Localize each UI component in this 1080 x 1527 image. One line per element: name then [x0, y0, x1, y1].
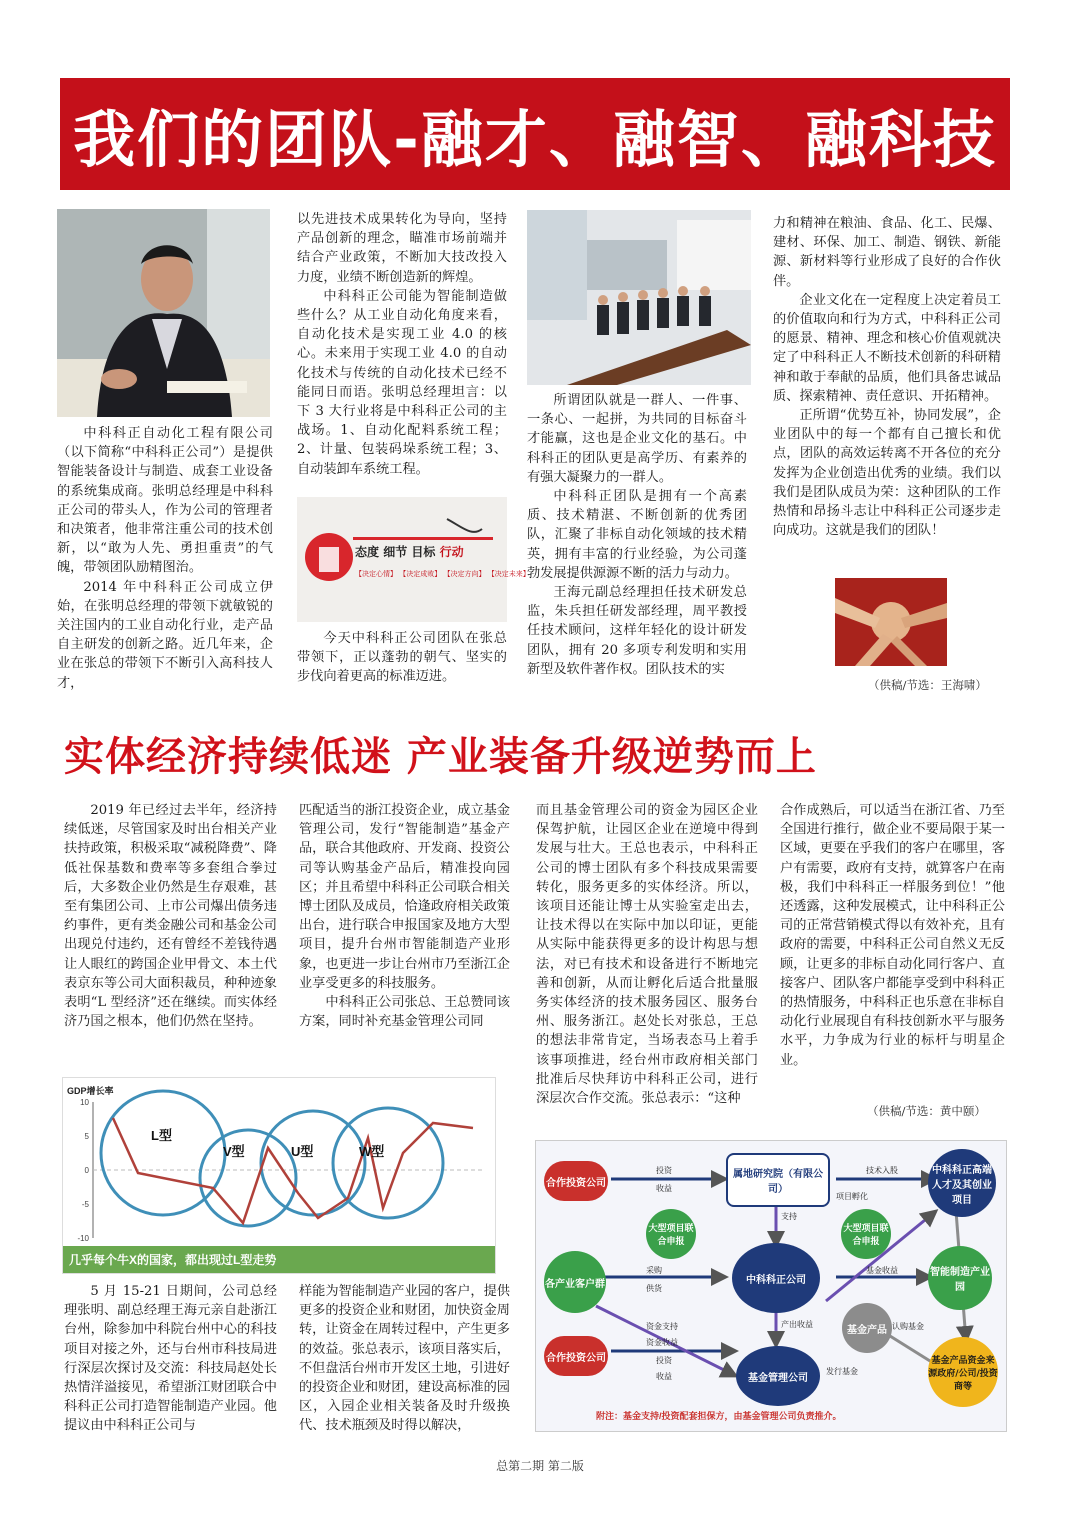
- flow-label: 技术入股: [866, 1166, 898, 1175]
- section1-col3: [527, 391, 747, 679]
- manager-photo: [57, 209, 270, 417]
- paragraph: 5 月 15-21 日期间，公司总经理张明、副总经理王海元亲自赴浙江台州，除参加中科院台州中心的科技项目对接之外，还与台州市科技局进行深层次探讨及交流：科技局赵处长热情洋溢接见，希望浙江财团联合中科科正公司打造智能制造产业园。他提议由中科科正公司与: [64, 1284, 277, 1434]
- gdp-shape-label: U型: [291, 1144, 314, 1159]
- gdp-caption: 几乎每个牛X的国家，都出现过L型走势: [69, 1253, 277, 1267]
- flow-label: 收益: [656, 1372, 672, 1381]
- flow-label: 基金收益: [866, 1266, 898, 1275]
- section2-col6: [299, 1282, 510, 1436]
- gdp-ylabel: GDP增长率: [67, 1086, 114, 1096]
- flow-node-investors: 基金产品资金来源政府/公司/投资商等: [928, 1337, 998, 1407]
- section2-col1: [64, 801, 277, 1031]
- gdp-tick-label: 5: [84, 1132, 89, 1141]
- paragraph: 正所谓“优势互补，协同发展”，企业团队中的每一个都有自己擅长和优点，团队的高效运转离不开各位的充分发挥为企业创造出优秀的业绩。我们以我们是团队成员为荣：这种团队的工作热情和昂扬斗志让中科科正公司逐步走向成功。这就是我们的团队！: [773, 408, 1001, 539]
- section1-col2: [297, 210, 507, 479]
- gdp-tick-label: 10: [80, 1098, 89, 1107]
- paragraph: 所谓团队就是一群人、一件事、一条心、一起拼，为共同的目标奋斗才能赢，这也是企业文化的基石。中科科正的团队更是高学历、有素养的有强大凝聚力的一群人。: [527, 393, 747, 485]
- flow-node-customers: 各产业客户群: [544, 1251, 606, 1313]
- culture-wall-photo: [297, 497, 530, 622]
- sign-word: 细节: [383, 545, 408, 559]
- page-footer: 总第二期 第二版: [496, 1459, 584, 1473]
- flow-label: 认购基金: [892, 1322, 924, 1331]
- flow-node-big-project-right: 大型项目联合申报: [841, 1209, 891, 1259]
- flow-node-park: 智能制造产业园: [928, 1246, 992, 1310]
- gdp-tick-label: 0: [84, 1166, 89, 1175]
- paragraph: 以先进技术成果转化为导向，坚持产品创新的理念，瞄准市场前端并结合产业政策，不断加大技改投入力度，业绩不断创造新的辉煌。: [297, 212, 507, 285]
- section2-col4: [780, 801, 1005, 1070]
- paragraph: 今天中科科正公司团队在张总带领下，正以蓬勃的朝气、坚实的步伐向着更高的标准迈进。: [297, 631, 507, 685]
- section2-col3: [536, 801, 758, 1108]
- gdp-svg: [63, 1078, 495, 1273]
- sign-tag: 【决定成败】: [399, 570, 442, 578]
- flow-label: 资金支持: [646, 1322, 678, 1331]
- sign-word: 行动: [439, 545, 464, 559]
- flow-note: 附注：基金支持/投资配套担保方，由基金管理公司负责推介。: [596, 1411, 842, 1421]
- section1-col2b: [297, 629, 507, 687]
- gdp-shape-label: V型: [223, 1144, 245, 1159]
- gdp-tick-label: -5: [81, 1200, 89, 1209]
- hands-photo: [835, 578, 947, 666]
- flow-label: 项目孵化: [836, 1192, 868, 1201]
- meeting-photo: [527, 210, 751, 385]
- flow-node-institute: 属地研究院（有限公司）: [726, 1153, 830, 1207]
- paragraph: 力和精神在粮油、食品、化工、民爆、建材、环保、加工、制造、钢铁、新能源、新材料等行业形成了良好的合作伙伴。: [773, 216, 1001, 289]
- section2-headline: 实体经济持续低迷 产业装备升级逆势而上: [64, 734, 817, 780]
- title-banner: [60, 78, 1010, 190]
- paragraph: 中科科正自动化工程有限公司（以下简称“中科科正公司”）是提供智能装备设计与制造、成套工业设备的系统集成商。张明总经理是中科科正公司的带头人，作为公司的管理者和决策者，他非常注重公司的技术创新，以“敢为人先、勇担重责”的气魄，带领团队励精图治。: [57, 426, 273, 576]
- flow-node-partner-bottom: 合作投资公司: [544, 1336, 608, 1376]
- section2-credit: （供稿/节选：黄中颐）: [867, 1104, 986, 1118]
- paragraph: 企业文化在一定程度上决定着员工的价值取向和行为方式，中科科正公司的愿景、精神、理念和核心价值观就决定了中科科正人不断技术创新的科研精神和敢于奉献的品质，他们具备忠诚品质、探索精神、责任意识、开拓精神。: [773, 292, 1001, 404]
- paragraph: 2019 年已经过去半年，经济持续低迷，尽管国家及时出台相关产业扶持政策，积极采取“减税降费”、降低社保基数和费率等多套组合拳过后，大多数企业仍然是生存艰难，甚至有集团公司、上市公司爆出债务违约事件，更有类金融公司和基金公司出现兑付违约，还有曾经不差钱待遇让人眼红的跨国企业甲骨文、本土代表京东等公司大面积裁员，种种迹象表明“L 型经济”还在继续。而实体经济乃国之根本，他们仍然在坚持。: [64, 803, 277, 1030]
- flow-node-fund-product: 基金产品: [842, 1303, 892, 1353]
- flow-label: 发行基金: [826, 1367, 858, 1376]
- paragraph: 中科科正团队是拥有一个高素质、技术精湛、不断创新的优秀团队，汇聚了非标自动化领域的技术精英，拥有丰富的行业经验，为公司蓬勃发展提供源源不断的活力与动力。: [527, 489, 747, 581]
- flow-label: 采购: [646, 1266, 662, 1275]
- gdp-shape-label: L型: [151, 1128, 172, 1143]
- section2-col5: [64, 1282, 277, 1436]
- flow-label: 支持: [781, 1212, 797, 1221]
- flow-node-talent: 中科科正高端人才及其创业项目: [928, 1149, 996, 1217]
- gdp-shape-label: W型: [359, 1144, 385, 1159]
- flow-node-core: 中科科正公司: [732, 1243, 820, 1313]
- paragraph: 王海元副总经理担任技术研发总监，朱兵担任研发部经理，周平教授任技术顾问，这样年轻化的设计研发团队，拥有 20 多项专利发明和实用新型及软件著作权。团队技术的实: [527, 585, 747, 677]
- section2-col2: [299, 801, 510, 1031]
- gdp-illustration: [62, 1077, 496, 1274]
- flow-label: 资金收益: [646, 1338, 678, 1347]
- business-model-diagram: [535, 1140, 1007, 1432]
- paragraph: 中科科正公司张总、王总赞同该方案，同时补充基金管理公司同: [299, 995, 511, 1030]
- flow-label: 供货: [646, 1284, 662, 1293]
- flow-label: 投资: [656, 1356, 672, 1365]
- paragraph: 2014 年中科科正公司成立伊始，在张明总经理的带领下就敏锐的关注国内的工业自动化行业，走产品自主研发的创新之路。近几年来，企业在张总的带领下不断引入高科技人才，: [57, 579, 273, 691]
- flow-node-big-project-left: 大型项目联合申报: [646, 1209, 696, 1259]
- gdp-shape-circle: [333, 1108, 443, 1218]
- sign-tag: 【决定心情】: [355, 570, 397, 578]
- section1-col1: [57, 424, 273, 693]
- paragraph: 合作成熟后，可以适当在浙江省、乃至全国进行推行，做企业不要局限于某一区域，更要在乎我们的客户在哪里，客户有需要，政府有支持，就算客户在南极，我们中科科正一样服务到位！”他还透露，这种发展模式，让中科科正公司的正常营销模式得以有效补充，且有政府的需要，中科科正公司自然义无反顾，让更多的非标自动化同行客户、直接客户、团队客户都能享受到中科科正的热情服务，中科科正也乐意在非标自动化行业展现自有科技创新水平与服务水平，力争成为行业的标杆与明星企业。: [780, 803, 1005, 1068]
- paragraph: 中科科正公司能为智能制造做些什么？从工业自动化角度来看，自动化技术是实现工业 4.0 的核心。未来用于实现工业 4.0 的自动化技术与传统的自动化技术已经不能同日而语。张明总经理坦言：以下 3 大行业将是中科科正公司的主战场。1、自动化配料系统工程；2、计量、包装码垛系统工程；3、自动装卸车系统工程。: [297, 288, 507, 477]
- sign-word: 目标: [411, 545, 436, 559]
- paragraph: 匹配适当的浙江投资企业，成立基金管理公司，发行“智能制造”基金产品，联合其他政府、开发商、投资公司等认购基金产品后，精准投向园区；并且希望中科科正公司联合相关博士团队及成员，恰逢政府相关政策出台，进行联合申报国家及地方大型项目，提升台州市智能制造产业形象，也更进一步让台州市乃至浙江企业享受更多的科技服务。: [299, 803, 510, 991]
- paragraph: 而且基金管理公司的资金为园区企业保驾护航，让园区企业在逆境中得到发展与壮大。王总也表示，中科科正公司的博士团队有多个科技成果需要转化，服务更多的实体经济。所以，该项目还能让博士从实验室走出去，让技术得以在实际中加以印证，更能从实际中能获得更多的设计构思与想法，对已有技术和设备进行不断地完善和创新，从而让孵化后适合批量服务实体经济的技术服务园区、服务台州、服务浙江。赵处长对张总，王总的想法非常肯定，当场表态马上着手该事项推进，经台州市政府相关部门批准后尽快拜访中科科正公司，进行深层次合作交流。张总表示：“这种: [536, 803, 758, 1107]
- sign-word: 态度: [355, 545, 380, 559]
- section1-credit: （供稿/节选：王海啸）: [868, 678, 987, 692]
- flow-label: 产出收益: [781, 1320, 813, 1329]
- flow-node-fund-mgmt: 基金管理公司: [736, 1346, 820, 1406]
- page-title: 我们的团队-融才、融智、融科技: [73, 102, 997, 176]
- flow-label: 投资: [656, 1166, 672, 1175]
- sign-tag: 【决定方向】: [443, 570, 486, 578]
- flow-node-partner-top: 合作投资公司: [544, 1161, 608, 1201]
- section1-col4: [773, 214, 1001, 540]
- paragraph: 样能为智能制造产业园的客户，提供更多的投资企业和财团，加快资金周转，让资金在周转过程中，产生更多的效益。张总表示，该项目落实后，不但盘活台州市开发区土地，引进好的投资企业和财团，建设高标准的园区，入园企业相关装备及时升级换代、技术瓶颈及时得以解决，: [299, 1284, 510, 1434]
- sign-tag: 【决定未来】: [487, 570, 530, 578]
- flow-label: 收益: [656, 1184, 672, 1193]
- gdp-tick-label: -10: [77, 1234, 89, 1243]
